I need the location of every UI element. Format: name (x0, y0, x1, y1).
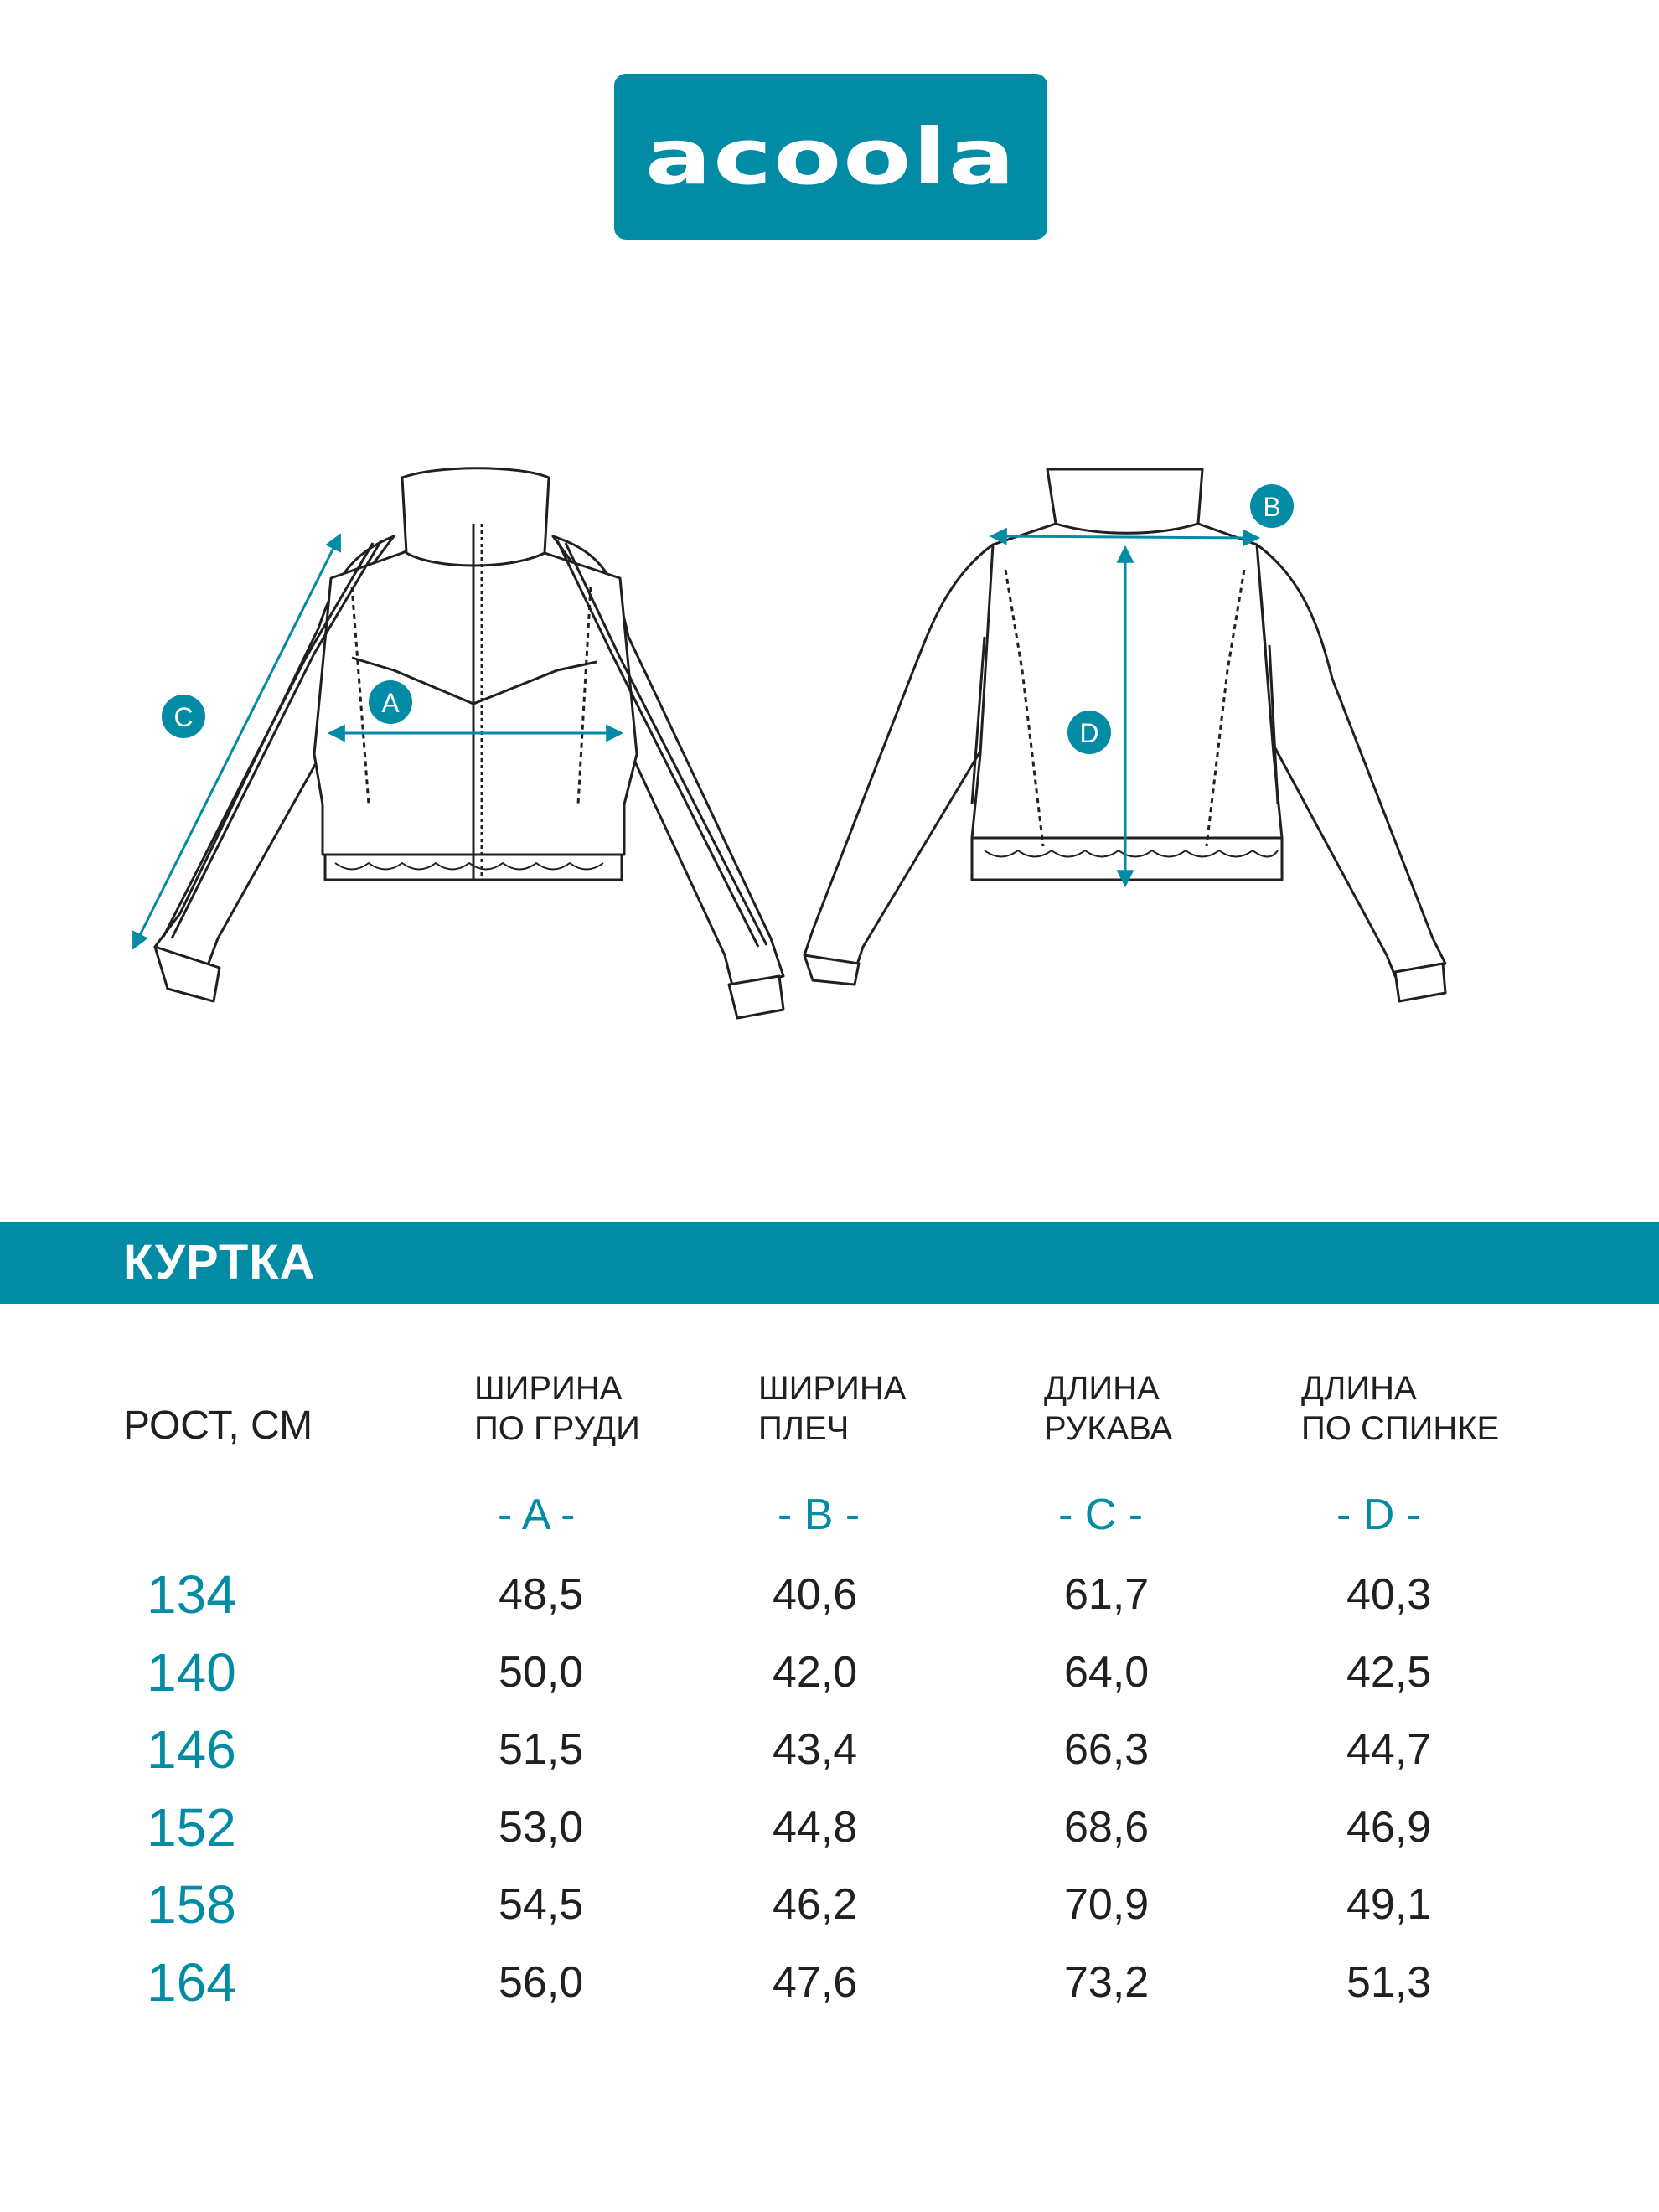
column-header-line: ШИРИНА (474, 1370, 623, 1407)
column-header-line: ДЛИНА (1301, 1370, 1417, 1407)
column-header-line: РУКАВА (1044, 1410, 1173, 1447)
table-cell: 56,0 (499, 1958, 584, 2007)
column-header-line: ПЛЕЧ (758, 1410, 850, 1447)
table-cell: 48,5 (499, 1570, 584, 1619)
row-height-value: 152 (147, 1797, 236, 1858)
table-cell: 42,5 (1346, 1648, 1432, 1697)
table-cell: 64,0 (1064, 1648, 1150, 1697)
column-header-back-length (1301, 1368, 1499, 1449)
row-height-value: 158 (147, 1874, 236, 1935)
table-cell: 44,8 (773, 1803, 858, 1852)
table-cell: 44,7 (1346, 1725, 1432, 1774)
section-title: КУРТКА (123, 1235, 316, 1289)
row-height-value: 140 (147, 1642, 236, 1703)
jacket-technical-drawing (0, 436, 1659, 1056)
table-cell: 70,9 (1064, 1880, 1150, 1929)
measurement-label-a (369, 680, 412, 724)
column-code-b: - B - (778, 1491, 861, 1539)
column-header-line: ШИРИНА (758, 1370, 907, 1407)
table-cell: 47,6 (773, 1958, 858, 2007)
table-cell: 46,2 (773, 1880, 858, 1929)
table-cell: 61,7 (1064, 1570, 1150, 1619)
brand-logo (614, 74, 1047, 240)
column-header-line: ПО ГРУДИ (474, 1410, 640, 1447)
column-header-sleeve-length (1044, 1368, 1172, 1449)
table-cell: 40,3 (1346, 1570, 1432, 1619)
row-height-value: 146 (147, 1719, 236, 1780)
table-cell: 68,6 (1064, 1803, 1150, 1852)
column-header-line: ДЛИНА (1044, 1370, 1160, 1407)
column-header-line: ПО СПИНКЕ (1301, 1410, 1500, 1447)
column-code-d: - D - (1336, 1491, 1422, 1539)
table-cell: 54,5 (499, 1880, 584, 1929)
height-column-header: РОСТ, СМ (123, 1403, 313, 1448)
table-cell: 49,1 (1346, 1880, 1432, 1929)
svg-text:C: C (173, 702, 194, 732)
brand-logo-text: acoola (644, 111, 1017, 202)
section-header-band (0, 1222, 1659, 1304)
column-code-a: - A - (498, 1491, 576, 1539)
table-cell: 46,9 (1346, 1803, 1432, 1852)
jacket-front-view (155, 468, 783, 1018)
column-code-c: - C - (1058, 1491, 1144, 1539)
row-height-value: 164 (147, 1952, 236, 2013)
svg-text:A: A (381, 688, 400, 718)
measurement-label-b (1250, 484, 1294, 528)
table-cell: 51,5 (499, 1725, 584, 1774)
column-header-chest-width (474, 1368, 640, 1449)
column-header-shoulder-width (758, 1368, 906, 1449)
table-cell: 43,4 (773, 1725, 858, 1774)
table-cell: 50,0 (499, 1648, 584, 1697)
table-cell: 51,3 (1346, 1958, 1432, 2007)
svg-text:D: D (1079, 718, 1099, 748)
table-cell: 40,6 (773, 1570, 858, 1619)
svg-text:B: B (1263, 492, 1281, 522)
table-cell: 42,0 (773, 1648, 858, 1697)
row-height-value: 134 (147, 1564, 236, 1625)
table-cell: 73,2 (1064, 1958, 1150, 2007)
measurement-label-d (1067, 711, 1111, 754)
measurement-label-c (162, 695, 205, 738)
table-cell: 66,3 (1064, 1725, 1150, 1774)
table-cell: 53,0 (499, 1803, 584, 1852)
